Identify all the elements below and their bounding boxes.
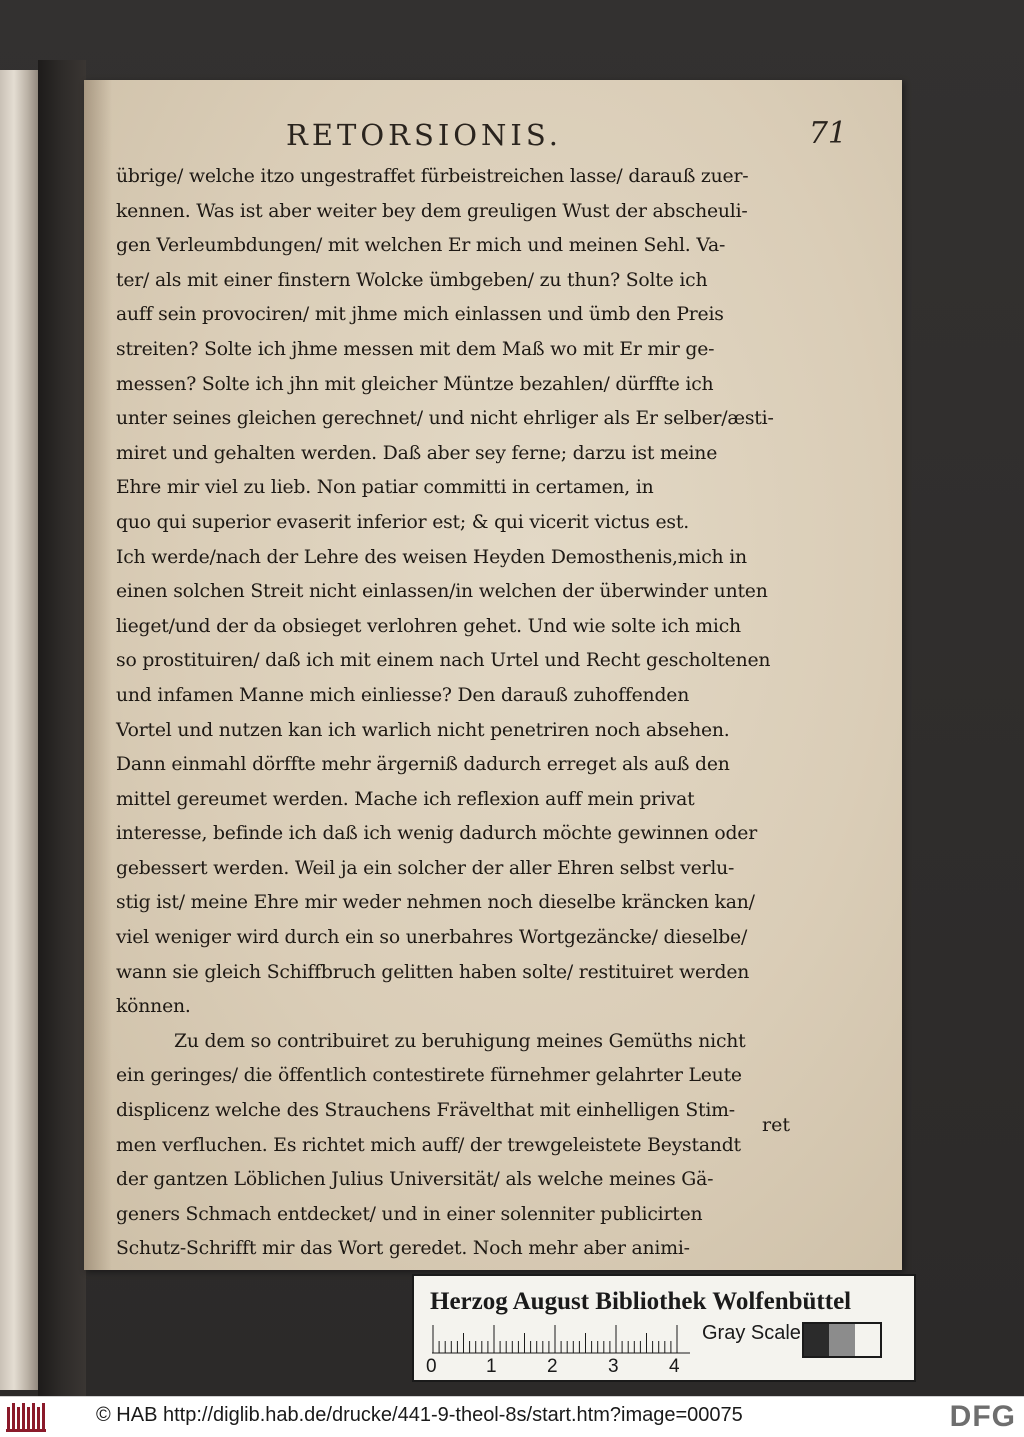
hab-logo-icon <box>6 1401 48 1433</box>
copyright-link[interactable]: © HAB http://diglib.hab.de/drucke/441-9-theol-8s/start.htm?image=00075 <box>96 1404 743 1426</box>
text-line: ter/ als mit einer finstern Wolcke ümbgeben/ zu thun? Solte ich <box>116 269 708 291</box>
ruler-number: 4 <box>669 1356 680 1377</box>
text-line: gebessert werden. Weil ja ein solcher der aller Ehren selbst verlu- <box>116 857 735 879</box>
text-line: geners Schmach entdecket/ und in einer solenniter publicirten <box>116 1203 703 1225</box>
text-line: und infamen Manne mich einliesse? Den darauß zuhoffenden <box>116 684 690 706</box>
page-number: 71 <box>808 116 847 151</box>
text-line: wann sie gleich Schiffbruch gelitten haben solte/ restituiret werden <box>116 961 750 983</box>
text-line: Schutz-Schrifft mir das Wort geredet. Noch mehr aber animi- <box>116 1238 690 1260</box>
text-line: quo qui superior evaserit inferior est; & qui vicerit victus est. <box>116 511 689 533</box>
text-line: übrige/ welche itzo ungestraffet fürbeistreichen lasse/ darauß zuer- <box>116 166 749 187</box>
text-line: kennen. Was ist aber weiter bey dem greuligen Wust der abscheuli- <box>116 200 748 222</box>
text-line: streiten? Solte ich jhme messen mit dem Maß wo mit Er mir ge- <box>116 338 715 360</box>
book-page <box>84 80 902 1270</box>
gray-scale-swatches <box>802 1322 882 1358</box>
text-line: können. <box>116 996 191 1018</box>
text-line: Ich werde/nach der Lehre des weisen Heyden Demosthenis,mich in <box>116 546 747 568</box>
text-line: gen Verleumbdungen/ mit welchen Er mich und meinen Sehl. Va- <box>116 235 726 257</box>
text-line: interesse, befinde ich daß ich wenig dadurch möchte gewinnen oder <box>116 823 757 845</box>
left-page-edge <box>0 70 40 1390</box>
ruler-numbers <box>426 1356 696 1378</box>
text-line: Ehre mir viel zu lieb. Non patiar committi in certamen, in <box>116 477 654 499</box>
swatch-dark <box>804 1324 829 1356</box>
running-head: RETORSIONIS. <box>286 118 562 152</box>
text-line: der gantzen Löblichen Julius Universität/ als welche meines Gä- <box>116 1169 714 1191</box>
ruler-number: 2 <box>547 1356 558 1377</box>
swatch-light <box>855 1324 880 1356</box>
text-line: men verfluchen. Es richtet mich auff/ der trewgeleistete Beystandt <box>116 1134 741 1156</box>
dfg-logo: DFG <box>949 1400 1016 1433</box>
catchword: ret <box>762 1114 790 1136</box>
text-line: miret und gehalten werden. Daß aber sey ferne; darzu ist meine <box>116 442 718 464</box>
text-line: lieget/und der da obsieget verlohren gehet. Und wie solte ich mich <box>116 615 741 637</box>
text-block <box>116 160 816 1267</box>
library-label <box>412 1274 916 1382</box>
text-line: einen solchen Streit nicht einlassen/in welchen der überwinder unten <box>116 581 768 603</box>
text-line: viel weniger wird durch ein so unerbahres Wortgezäncke/ dieselbe/ <box>116 927 748 949</box>
book-binding <box>38 60 86 1396</box>
ruler-number: 0 <box>426 1356 437 1377</box>
ruler-number: 3 <box>608 1356 619 1377</box>
text-line: displicenz welche des Strauchens Frävelthat mit einhelligen Stim- <box>116 1100 735 1122</box>
text-line: mittel gereumet werden. Mache ich reflexion auff mein privat <box>116 788 695 810</box>
text-line: messen? Solte ich jhn mit gleicher Müntze bezahlen/ dürffte ich <box>116 373 714 395</box>
ruler-number: 1 <box>486 1356 497 1377</box>
text-line: Dann einmahl dörffte mehr ärgerniß dadurch erreget als auß den <box>116 754 730 776</box>
gray-scale-label: Gray Scale <box>702 1322 801 1344</box>
text-line: stig ist/ meine Ehre mir weder nehmen noch dieselbe kräncken kan/ <box>116 892 755 914</box>
measurement-ruler <box>432 1324 690 1354</box>
text-line: unter seines gleichen gerechnet/ und nicht ehrliger als Er selber/æsti- <box>116 408 774 430</box>
footer-bar <box>0 1396 1024 1437</box>
text-line: auff sein provociren/ mit jhme mich einlassen und ümb den Preis <box>116 304 724 326</box>
text-line: ein geringes/ die öffentlich contestirete fürnehmer gelahrter Leute <box>116 1065 742 1087</box>
text-line: Vortel und nutzen kan ich warlich nicht penetriren noch absehen. <box>116 719 730 741</box>
paragraph-start-line: Zu dem so contribuiret zu beruhigung meines Gemüths nicht <box>174 1030 746 1052</box>
swatch-mid <box>829 1324 854 1356</box>
library-name: Herzog August Bibliothek Wolfenbüttel <box>430 1288 852 1315</box>
text-line: so prostituiren/ daß ich mit einem nach Urtel und Recht gescholtenen <box>116 650 771 672</box>
